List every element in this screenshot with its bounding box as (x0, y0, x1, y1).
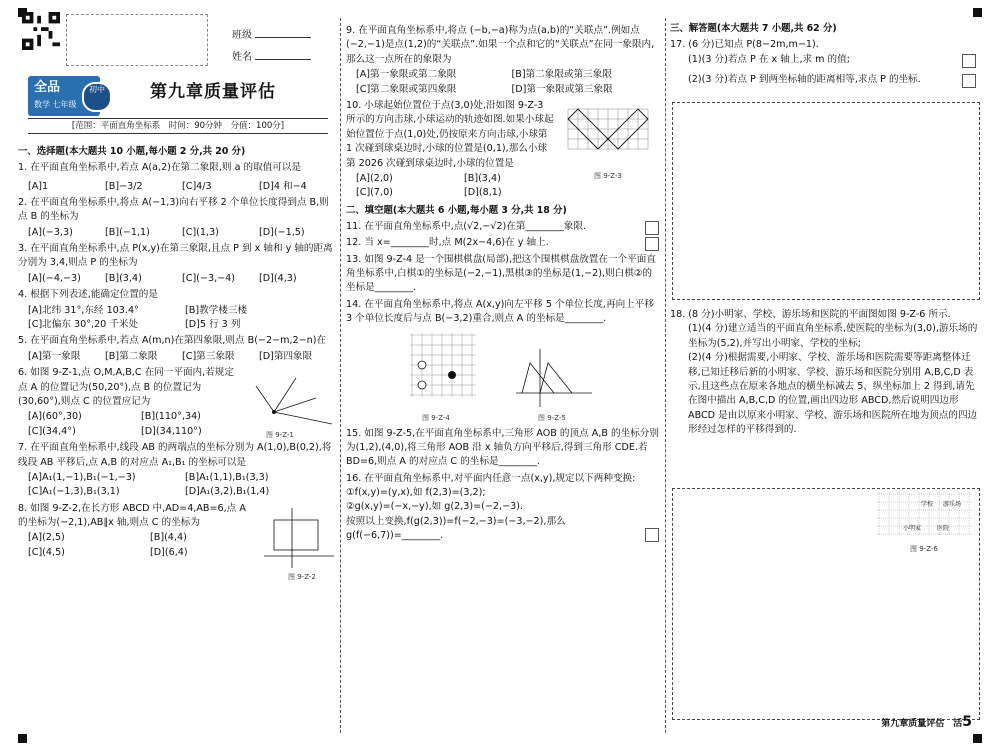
options (356, 68, 661, 97)
question-6-block (18, 366, 336, 439)
question-16-rule-1: ①f(x,y)=(y,x),如 f(2,3)=(3,2); (346, 487, 486, 499)
option[interactable]: [A]北纬 31°,东经 103.4° (28, 304, 139, 316)
section-heading: 三、解答题(本大题共 7 小题,共 62 分) (670, 23, 837, 34)
option[interactable]: [A](2,5) (28, 532, 65, 544)
question-2: 2. 在平面直角坐标系中,将点 A(−1,3)向右平移 2 个单位长度得到点 B,则点 B 的坐标为 (18, 196, 329, 223)
option[interactable]: [D]第一象限或第三象限 (511, 83, 613, 95)
question-6: 6. 如图 9-Z-1,点 O,M,A,B,C 在同一平面内,若规定点 A 的位置记为(50,20°),点 B 的位置记为(30,60°),则点 C 的位置应记为 (18, 367, 234, 407)
option[interactable]: [C](−3,−4) (182, 272, 236, 284)
question-11: 11. 在平面直角坐标系中,点(√2,−√2)在第________象限. (346, 220, 661, 234)
options (28, 471, 336, 500)
figure-9-z-2 (262, 506, 336, 570)
option[interactable]: [B]教学楼三楼 (185, 304, 248, 316)
question-7: 7. 在平面直角坐标系中,线段 AB 的两端点的坐标分别为 A(1,0),B(0,2),将线段 AB 平移后,点 A,B 的对应点 A₁,B₁ 的坐标可以是 (18, 442, 332, 468)
option[interactable]: [C](7,0) (356, 187, 393, 199)
option[interactable]: [A](60°,30) (28, 411, 82, 423)
exam-scope: [范围：平面直角坐标系 时间：90分钟 分值：100分] (28, 118, 328, 134)
figure-9-z-5 (514, 347, 594, 409)
page-footer: 第九章质量评估 活5 (881, 714, 972, 730)
question-16: 16. 在平面直角坐标系中,对平面内任意一点(x,y),规定以下两种变换: (346, 472, 636, 484)
question-17: 17. (6 分)已知点 P(8−2m,m−1). (670, 39, 819, 51)
name-field[interactable]: 姓名 (232, 50, 311, 65)
option[interactable]: [B](3,4) (464, 172, 501, 184)
question-18-part-1: (1)(4 分)建立适当的平面直角坐标系,使医院的坐标为(3,0),游乐场的坐标为(5,2),并写出小明家、学校的坐标; (688, 323, 978, 349)
qr-code-icon (22, 12, 60, 50)
option[interactable]: [D]第四象限 (259, 350, 313, 362)
option[interactable]: [B](4,4) (150, 532, 187, 544)
option[interactable]: [D](8,1) (464, 187, 502, 199)
question-17-part-1: (1)(3 分)若点 P 在 x 轴上,求 m 的值; (670, 53, 980, 67)
option[interactable]: [A](−4,−3) (28, 272, 81, 284)
question-18-part-2: (2)(4 分)根据需要,小明家、学校、游乐场和医院需要等距离整体迁移,已知迁移后新的小明家、学校、游乐场和医院分别用 A,B,C,D 表示,且这些点在原来各地点的横坐标减去 5、纵坐标加上 2 得到,请先在图中描出 A,B,C,D 的位置,画出四边形 ABCD,然后说明四边形 ABCD 是由以原来小明家、学校、游乐场和医院所在地为顶点的四边形经过怎样的平移得到的. (688, 352, 978, 436)
option[interactable]: [C](4,5) (28, 546, 65, 558)
options (28, 226, 336, 240)
option[interactable]: [B](3,4) (105, 272, 142, 284)
option[interactable]: [A](2,0) (356, 172, 393, 184)
option[interactable]: [B]A₁(1,1),B₁(3,3) (185, 471, 269, 483)
option[interactable]: [C]第二象限或第四象限 (356, 83, 457, 95)
figure-9-z-4 (406, 329, 480, 409)
column-divider (665, 18, 666, 733)
column-2 (346, 22, 661, 751)
figure-9-z-1 (244, 370, 336, 430)
question-18: 18. (8 分)小明家、学校、游乐场和医院的平面图如图 9-Z-6 所示. (670, 309, 951, 320)
section-heading: 一、选择题(本大题共 10 小题,每小题 2 分,共 20 分) (18, 146, 246, 157)
options (28, 180, 336, 194)
fig6-label-hospital: 医院 (937, 526, 950, 532)
question-17-part-2: (2)(3 分)若点 P 到两坐标轴的距离相等,求点 P 的坐标. (670, 73, 980, 87)
question-10: 10. 小球起始位置位于点(3,0)处,沿如图 9-Z-3 所示的方向击球,小球运动的轨迹如图.如果小球起始位置位于点(1,0)处,仍按原来方向击球,小球第 1 次碰到球桌边时,小球的位置是(0,1),那么小球第 2026 次碰到球桌边时,小球的位置是 (346, 99, 554, 169)
figure-caption: 图 9-Z-5 (538, 413, 566, 422)
question-10-block (346, 99, 661, 201)
question-16-rule-2: ②g(x,y)=(−x,−y),如 g(2,3)=(−2,−3). (346, 501, 524, 513)
option[interactable]: [B](−1,1) (105, 226, 150, 238)
option[interactable]: [D](34,110°) (141, 425, 202, 437)
question-4: 4. 根据下列表述,能确定位置的是 (18, 289, 158, 301)
option[interactable]: [B]第二象限 (105, 350, 158, 362)
option[interactable]: [A]第一象限 (28, 350, 81, 362)
column-divider (340, 18, 341, 733)
option[interactable]: [B]第二象限或第三象限 (511, 69, 612, 81)
figure-caption: 图 9-Z-1 (266, 431, 294, 440)
option[interactable]: [C](1,3) (182, 226, 219, 238)
answer-area-17[interactable] (672, 102, 980, 300)
section-heading: 二、填空题(本大题共 6 小题,每小题 3 分,共 18 分) (346, 204, 567, 216)
option[interactable]: [D]4 和−4 (259, 180, 307, 192)
answer-checkbox[interactable] (962, 74, 976, 88)
options (28, 531, 266, 560)
brand-logo: 全品 数学 七年级 初中 (28, 76, 100, 116)
question-8-block (18, 502, 336, 581)
option[interactable]: [C]北偏东 30°,20 千米处 (28, 319, 139, 331)
option[interactable]: [B]−3/2 (105, 180, 143, 192)
photo-placeholder (66, 14, 208, 66)
page-title: 第九章质量评估 (150, 82, 276, 102)
options (28, 410, 248, 439)
column-1 (18, 142, 336, 751)
corner-mark (973, 8, 982, 17)
option[interactable]: [D]A₁(3,2),B₁(1,4) (185, 486, 270, 498)
option[interactable]: [A](−3,3) (28, 226, 73, 238)
question-1: 1. 在平面直角坐标系中,若点 A(a,2)在第二象限,则 a 的取值可以是 (18, 162, 302, 174)
question-8: 8. 如图 9-Z-2,在长方形 ABCD 中,AD=4,AB=6,点 A 的坐标为(−2,1),AB∥x 轴,则点 C 的坐标为 (18, 502, 246, 529)
class-field[interactable]: 班级 (232, 28, 311, 43)
option[interactable]: [C]第三象限 (182, 350, 235, 362)
option[interactable]: [A]第一象限或第二象限 (356, 69, 457, 81)
fig6-label-home: 小明家 (903, 526, 922, 532)
question-9: 9. 在平面直角坐标系中,将点 (−b,−a)称为点(a,b)的“关联点”.例如点(−2,−1)是点(1,2)的“关联点”.如果一个点和它的“关联点”在同一象限内,那么这一点所在的象限为 (346, 25, 655, 65)
options (28, 272, 336, 286)
figure-caption: 图 9-Z-6 (910, 545, 938, 553)
option[interactable]: [D]5 行 3 列 (185, 319, 241, 331)
option[interactable]: [A]1 (28, 180, 49, 192)
fig6-label-school: 学校 (921, 502, 934, 508)
figure-9-z-3 (560, 101, 660, 169)
question-15: 15. 如图 9-Z-5,在平面直角坐标系中,三角形 AOB 的顶点 A,B 的坐标分别为(1,2),(4,0),将三角形 AOB 沿 x 轴负方向平移后,得到三角形 CDE.若 BD=6,则点 A 的对应点 C 的坐标是________. (346, 427, 659, 468)
figure-caption: 图 9-Z-2 (288, 572, 316, 581)
answer-checkbox[interactable] (645, 528, 659, 542)
options (28, 350, 336, 364)
figure-caption: 图 9-Z-4 (422, 413, 450, 422)
option[interactable]: [A]A₁(1,−1),B₁(−1,−3) (28, 471, 136, 483)
question-12: 12. 当 x=________时,点 M(2x−4,6)在 y 轴上. (346, 236, 661, 250)
figures-4-5 (346, 327, 661, 425)
option[interactable]: [C]A₁(−1,3),B₁(3,1) (28, 486, 120, 498)
option[interactable]: [B](110°,34) (141, 411, 201, 423)
option[interactable]: [D](4,3) (259, 272, 297, 284)
option[interactable]: [D](6,4) (150, 546, 188, 558)
question-3: 3. 在平面直角坐标系中,点 P(x,y)在第三象限,且点 P 到 x 轴和 y 轴的距离分别为 3,4,则点 P 的坐标为 (18, 243, 333, 269)
question-16-ask: 按照以上变换,f(g(2,3))=f(−2,−3)=(−3,−2),那么 g(f(−6,7))=________. (346, 515, 661, 544)
question-5: 5. 在平面直角坐标系中,若点 A(m,n)在第四象限,则点 B(−2−m,2−n)在 (18, 335, 327, 347)
option[interactable]: [D](−1,5) (259, 226, 305, 238)
answer-checkbox[interactable] (962, 54, 976, 68)
option[interactable]: [C](34,4°) (28, 425, 76, 437)
answer-checkbox[interactable] (645, 221, 659, 235)
question-14: 14. 在平面直角坐标系中,将点 A(x,y)向左平移 5 个单位长度,再向上平移 3 个单位长度后与点 B(−3,2)重合,则点 A 的坐标是________. (346, 298, 654, 325)
options (356, 172, 566, 201)
figure-caption: 图 9-Z-3 (594, 171, 622, 180)
question-13: 13. 如图 9-Z-4 是一个围棋棋盘(局部),把这个围棋棋盘放置在一个平面直角坐标系中,白棋①的坐标是(−2,−1),黑棋③的坐标是(1,−2),则白棋②的坐标是________. (346, 253, 656, 294)
options (28, 304, 336, 333)
fig6-label-playground: 游乐场 (943, 502, 962, 508)
figure-9-z-6 (875, 490, 975, 538)
answer-checkbox[interactable] (645, 237, 659, 251)
option[interactable]: [C]4/3 (182, 180, 212, 192)
